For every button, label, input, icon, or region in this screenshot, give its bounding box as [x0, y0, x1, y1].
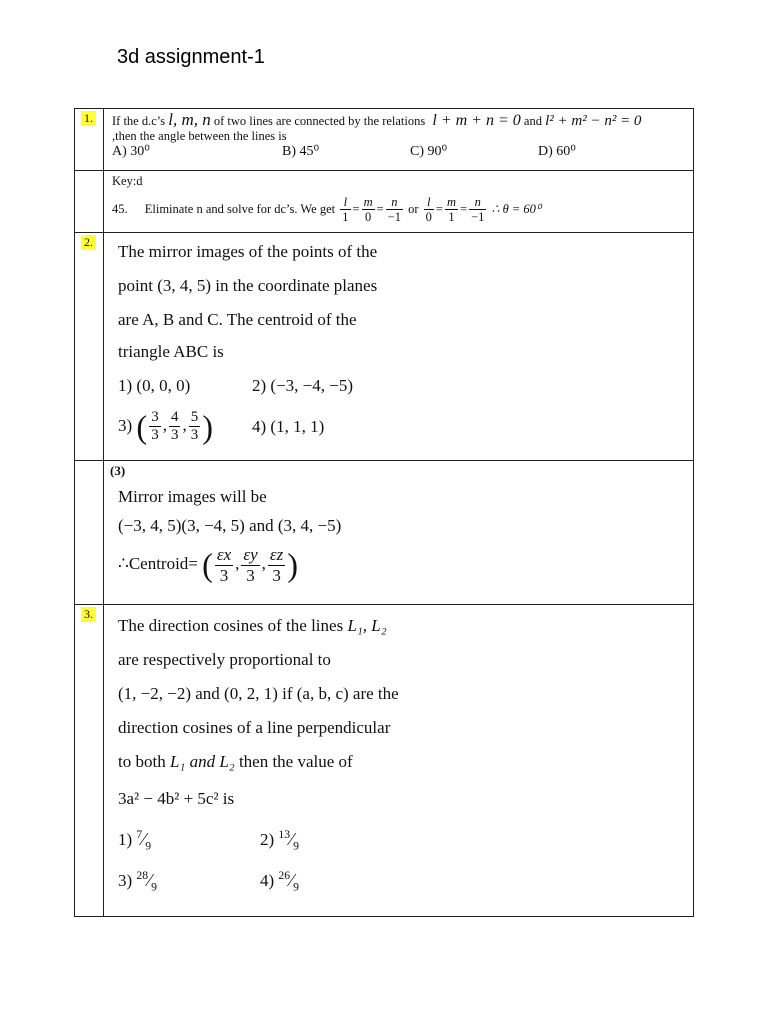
question-1-key-row [75, 171, 694, 233]
answer-key: (3) [110, 463, 126, 478]
question-1-solution-cell [104, 171, 694, 233]
option-c: C) 90⁰ [410, 144, 448, 159]
question-1-solution: 45. Eliminate n and solve for dc’s. We get $\frac{l}{1}$ = $\frac{m}{0}$ = $\frac{n}{-1}$ or $\frac{l}{0}$ = $\frac{m}{1}$ = $\frac{n}{-1}$ ∴ θ = 60⁰ [112, 195, 541, 225]
page-title: 3d assignment-1 [117, 46, 265, 68]
question-number: 2. [81, 235, 96, 250]
question-number: 1. [81, 111, 96, 126]
question-2-solution: Mirror images will be (−3, 4, 5)(3, −4, 5) and (3, 4, −5) ∴Centroid= ( $\frac{\varepsilon x}{3}$ , $\frac{\varepsilon y}{3}$ , $\frac{\varepsilon z}{3}$ ) [118, 487, 342, 585]
option-4: 4) $^{26}⁄_9$ [260, 869, 299, 894]
option-1: 1) (0, 0, 0) [118, 376, 191, 395]
question-2-cell [104, 233, 694, 461]
question-3-options-b [118, 860, 693, 901]
question-table [74, 108, 694, 917]
question-1-text: If the d.c’s l, m, n of two lines are connected by the relations l + m + n = 0 and l² + m² − n² = 0 ,then the angle between the lines is A) 30⁰ B) 45⁰ C) 90⁰ D) 60⁰ [104, 109, 693, 161]
answer-key: Key:d [112, 174, 143, 188]
question-1-row [75, 109, 694, 171]
question-2-row [75, 233, 694, 461]
question-2-options [118, 367, 693, 405]
question-3-row [75, 605, 694, 917]
option-2: 2) (−3, −4, −5) [252, 376, 353, 395]
option-1: 1) $^7⁄_9$ [118, 828, 152, 853]
question-1-options [112, 144, 687, 159]
question-3-text: The direction cosines of the lines L₁, L₂ are respectively proportional to (1, −2, −2) and (0, 2, 1) if (a, b, c) are the direction cosines of a line perpendicular to both L₁ and L₂ then the value of 3a² − 4b² + 5c² is 1) $^7⁄_9$ 2) $^{13}⁄_9$ 3) $^{28}⁄_9$ 4) $^{26}⁄_9$ [104, 605, 693, 901]
option-4: 4) (1, 1, 1) [252, 416, 325, 436]
option-a: A) 30⁰ [112, 144, 150, 159]
option-2: 2) $^{13}⁄_9$ [260, 828, 299, 853]
option-b: B) 45⁰ [282, 144, 320, 159]
option-3: 3) $^{28}⁄_9$ [118, 869, 157, 894]
question-2-solution-cell [104, 461, 694, 605]
option-3: 3) ( $\frac{3}{3}$ , $\frac{4}{3}$ , $\frac{5}{3}$ ) [118, 408, 213, 445]
question-3-cell [104, 605, 694, 917]
question-3-options-a [118, 819, 693, 860]
question-number-cell [75, 109, 104, 171]
option-d: D) 60⁰ [538, 144, 576, 159]
question-2-text: The mirror images of the points of the point (3, 4, 5) in the coordinate planes are A, B and C. The centroid of the triangle ABC is 1) (0, 0, 0) 2) (−3, −4, −5) 3) ( $\frac{3}{3}$ , $\frac{4}{3}$ , $\frac{5}{3}$ ) 4) (1, 1, 1) [104, 233, 693, 445]
question-2-answer-row [75, 461, 694, 605]
question-number: 3. [81, 607, 96, 622]
question-1-cell [104, 109, 694, 171]
